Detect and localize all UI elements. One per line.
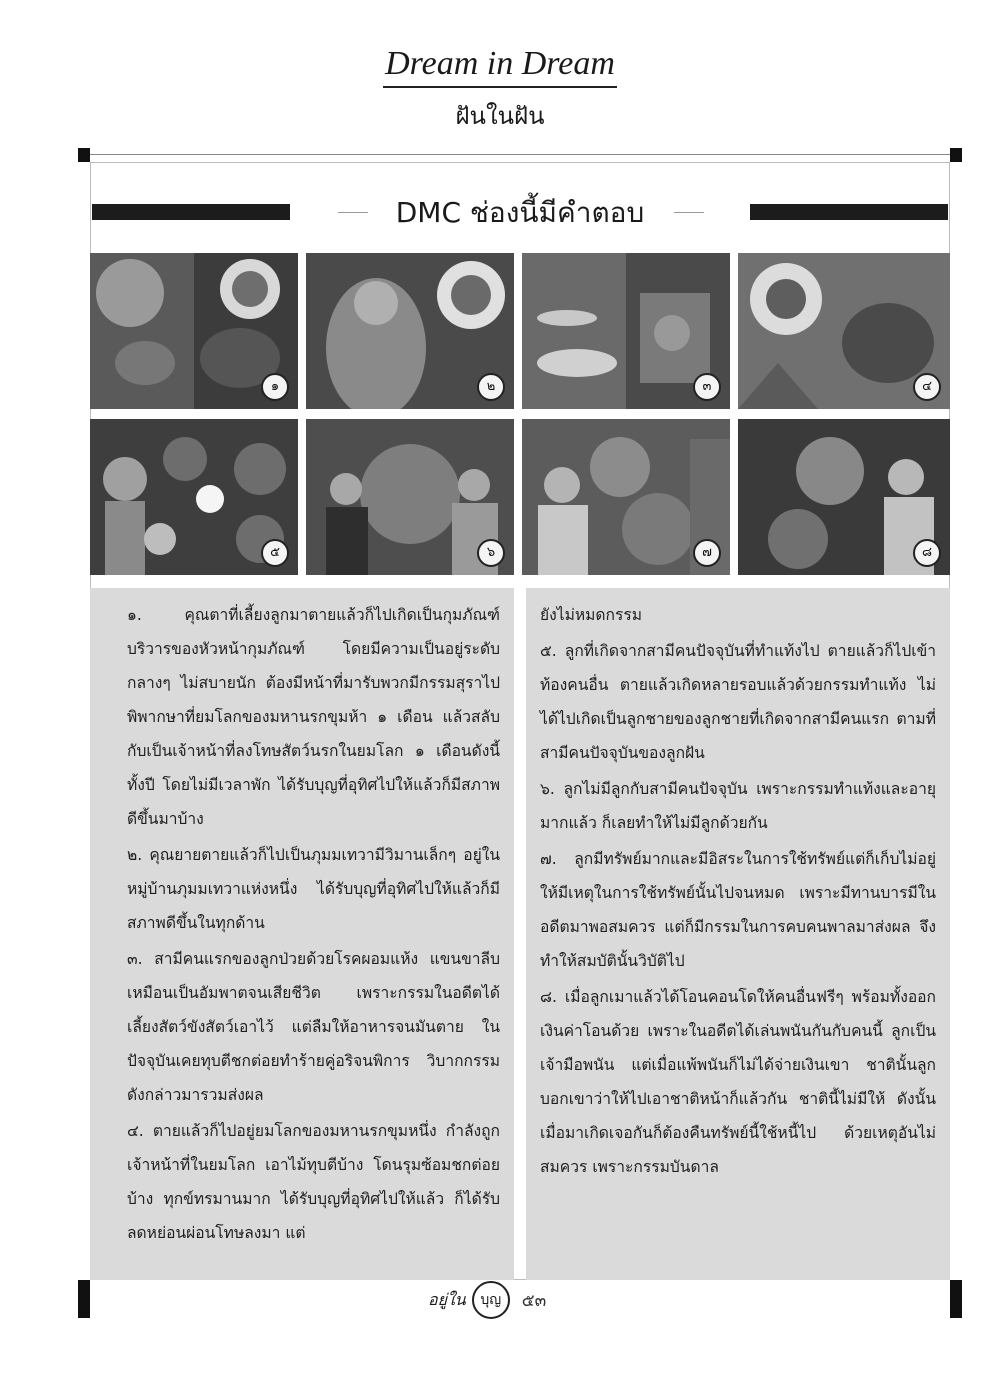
text-column-left [90,588,514,1280]
photo-8 [738,419,950,575]
frame-cap-right [950,148,962,162]
logo-text-circled: บุญ [472,1281,510,1319]
masthead [0,44,1000,135]
heading-bar-right [750,204,948,220]
photo-number: ๕ [261,539,289,567]
photo-number: ๑ [261,373,289,401]
paragraph-5: ๕. ลูกที่เกิดจากสามีคนปัจจุบันที่ทำแท้งไป ตายแล้วก็ไปเข้าท้องคนอื่น ตายแล้วเกิดหลายรอบแล้วด้วยกรรมทำแท้ง ไม่ได้ไปเกิดเป็นลูกชายของลูกชายที่เกิดจากสามีคนแรก ตามที่สามีคนปัจจุบันของลูกฝัน [540,642,936,762]
photo-4 [738,253,950,409]
photo-gallery [90,253,950,575]
photo-number: ๔ [913,373,941,401]
heading-thin-right [674,212,704,213]
photo-number: ๓ [693,373,721,401]
photo-3 [522,253,730,409]
paragraph-4-continued: ยังไม่หมดกรรม [540,606,643,624]
logo-text-left: อยู่ใน [428,1289,466,1309]
photo-5 [90,419,298,575]
photo-7 [522,419,730,575]
section-title: DMC ช่องนี้มีคำตอบ [395,196,645,229]
frame-line [90,154,950,155]
paragraph-6: ๖. ลูกไม่มีลูกกับสามีคนปัจจุบัน เพราะกรรมทำแท้งและอายุมากแล้ว ก็เลยทำให้ไม่มีลูกด้วยกัน [540,780,936,832]
magazine-title-english: Dream in Dream [383,44,617,88]
paragraph-1: ๑. คุณตาที่เลี้ยงลูกมาตายแล้วก็ไปเกิดเป็นกุมภัณฑ์บริวารของหัวหน้ากุมภัณฑ์ โดยมีความเป็นอยู่ระดับกลางๆ ไม่สบายนัก ต้องมีหน้าที่มารับพวกมีกรรมสุราไปพิพากษาที่ยมโลกของมหานรกขุมห้า ๑ เดือน แล้วสลับกับเป็นเจ้าหน้าที่ลงโทษสัตว์นรกในยมโลก ๑ เดือนดังนี้ทั้งปี โดยไม่มีเวลาพัก ได้รับบุญที่อุทิศไปให้แล้วก็มีสภาพดีขึ้นมาบ้าง [127,606,500,828]
article-body [90,588,950,1280]
text-column-right [526,588,950,1280]
magazine-title-thai: ฝันในฝัน [455,102,545,130]
photo-6 [306,419,514,575]
photo-number: ๘ [913,539,941,567]
paragraph-7: ๗. ลูกมีทรัพย์มากและมีอิสระในการใช้ทรัพย์แต่ก็เก็บไม่อยู่ ให้มีเหตุในการใช้ทรัพย์นั้นไปจนหมด เพราะมีทานบารมีในอดีตมาพอสมควร แต่ก็มีกรรมในการคบคนพาลมาส่งผล จึงทำให้สมบัตินั้นวิบัติไป [540,850,936,970]
page-number: ๕๓ [521,1290,547,1311]
frame-cap-left [78,148,90,162]
section-heading [90,196,950,232]
paragraph-4: ๔. ตายแล้วก็ไปอยู่ยมโลกของมหานรกขุมหนึ่ง กำลังถูกเจ้าหน้าที่ในยมโลก เอาไม้ทุบตีบ้าง โดนรุมซ้อมชกต่อยบ้าง ทุกข์ทรมานมาก ได้รับบุญที่อุทิศไปให้แล้ว ก็ได้รับลดหย่อนผ่อนโทษลงมา แต่ [127,1122,500,1242]
magazine-logo [428,1280,546,1320]
footer-cap-left [78,1280,90,1318]
paragraph-2: ๒. คุณยายตายแล้วก็ไปเป็นภุมมเทวามีวิมานเล็กๆ อยู่ในหมู่บ้านภุมมเทวาแห่งหนึ่ง ได้รับบุญที่อุทิศไปให้แล้วก็มีสภาพดีขึ้นในทุกด้าน [127,846,500,932]
photo-number: ๒ [477,373,505,401]
footer-cap-right [950,1280,962,1318]
paragraph-3: ๓. สามีคนแรกของลูกป่วยด้วยโรคผอมแห้ง แขนขาลีบเหมือนเป็นอัมพาตจนเสียชีวิต เพราะกรรมในอดีตได้เลี้ยงสัตว์ขังสัตว์เอาไว้ แต่ลืมให้อาหารจนมันตาย ในปัจจุบันเคยทุบตีชกต่อยทำร้ายคู่อริจนพิการ วิบากกรรมดังกล่าวมารวมส่งผล [127,950,500,1104]
frame-top-rule [78,148,962,162]
photo-number: ๖ [477,539,505,567]
photo-number: ๗ [693,539,721,567]
photo-1 [90,253,298,409]
page-footer [78,1280,962,1320]
paragraph-8: ๘. เมื่อลูกเมาแล้วได้โอนคอนโดให้คนอื่นฟรีๆ พร้อมทั้งออกเงินค่าโอนด้วย เพราะในอดีตได้เล่นพนันกันกับคนนี้ ลูกเป็นเจ้ามือพนัน แต่เมื่อแพ้พนันก็ไม่ได้จ่ายเงินเขา ชาตินั้นลูกบอกเขาว่าให้ไปเอาชาติหน้าก็แล้วกัน ชาตินี้ไม่มีให้ ดังนั้นเมื่อมาเกิดเจอกันก็ต้องคืนทรัพย์นี้ใช้หนี้ไป ด้วยเหตุอันไม่สมควร เพราะกรรมบันดาล [540,988,936,1176]
photo-2 [306,253,514,409]
